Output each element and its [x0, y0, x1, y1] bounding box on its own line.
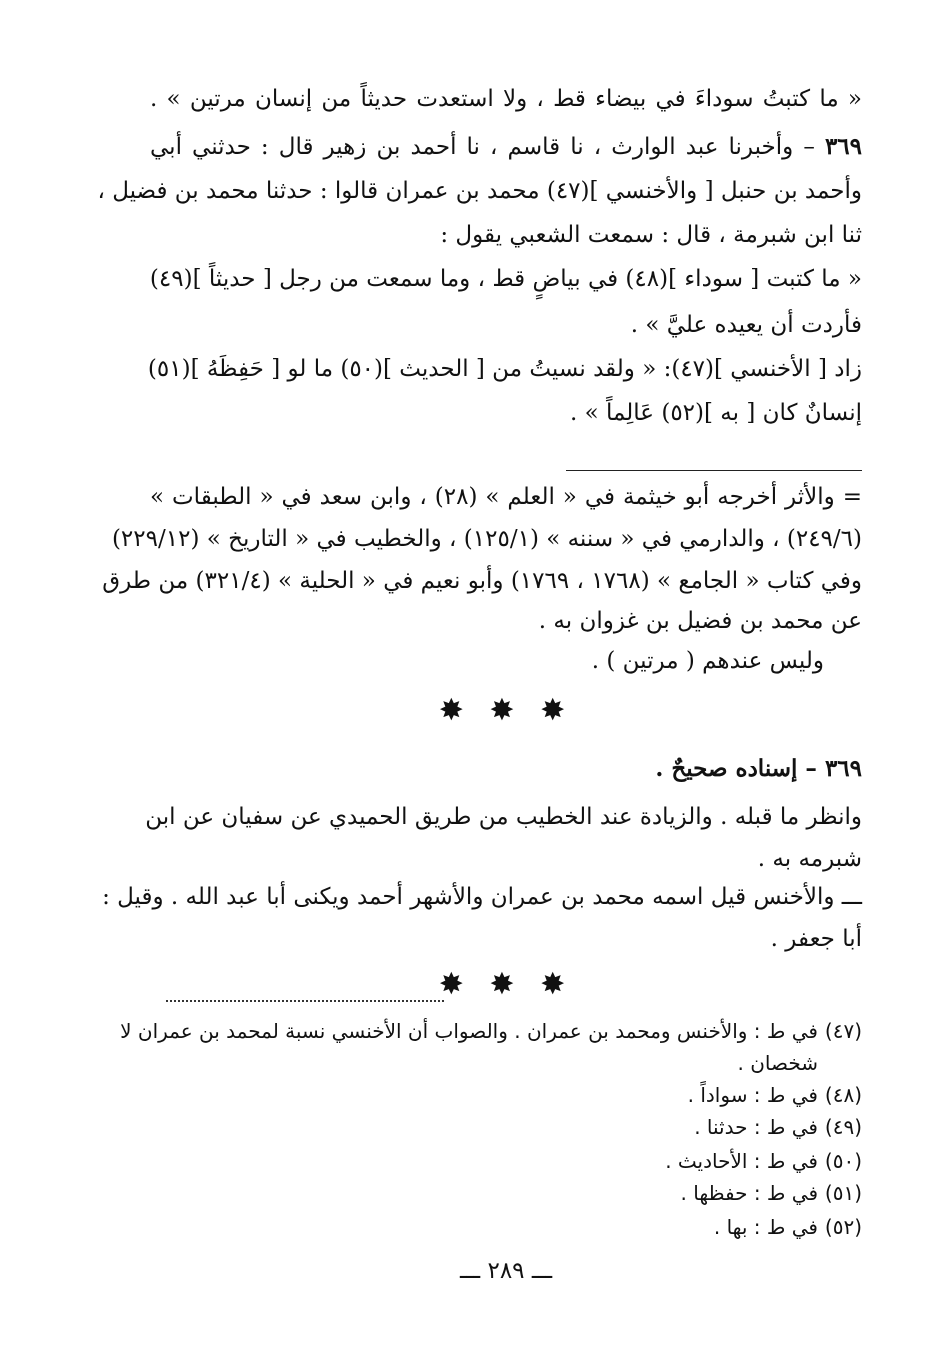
main-line-5: « ما كتبت [ سوداء ](٤٨) في بياضٍ قط ، وما سمعت من رجل [ حديثاً ](٤٩)	[149, 266, 862, 292]
footnote-text: في ط : والأخنس ومحمد بن عمران . والصواب أن الأخنسي نسبة لمحمد بن عمران لا	[120, 1019, 818, 1043]
main-line-3: وأحمد بن حنبل [ والأخنسي ](٤٧) محمد بن عمران قالوا : حدثنا محمد بن فضيل ،	[97, 178, 862, 204]
main-line-6: فأردت أن يعيده عليَّ » .	[630, 312, 862, 338]
footnote-number: (٥٠)	[824, 1149, 862, 1173]
commentary-heading-text: – إسناده صحيحٌ .	[655, 755, 825, 782]
footnote-text: في ط : سواداً .	[687, 1083, 818, 1107]
takhrij-line-1: = والأثر أخرجه أبو خيثمة في « العلم » (٢٨) ، وابن سعد في « الطبقات »	[150, 484, 862, 510]
footnote-52	[714, 1212, 862, 1242]
dotted-rule	[166, 1000, 444, 1002]
takhrij-line-4: عن محمد بن فضيل بن غزوان به .	[538, 608, 862, 634]
footnote-text: في ط : حفظها .	[680, 1181, 818, 1205]
stars-separator-2: ✸ ✸ ✸	[438, 967, 574, 1002]
footnote-number: (٥١)	[824, 1181, 862, 1205]
takhrij-line-2: (٢٤٩/٦) ، والدارمي في « سننه » (١٢٥/١) ، والخطيب في « التاريخ » (٢٢٩/١٢)	[111, 526, 862, 552]
commentary-line-1: وانظر ما قبله . والزيادة عند الخطيب من طريق الحميدي عن سفيان عن ابن	[145, 804, 862, 830]
footnote-number: (٤٩)	[824, 1115, 862, 1139]
takhrij-line-5: وليس عندهم ( مرتين ) .	[591, 648, 824, 674]
commentary-line-3: ـــ والأخنس قيل اسمه محمد بن عمران والأشهر أحمد ويكنى أبا عبد الله . وقيل :	[102, 884, 862, 910]
main-line-8: إنسانٌ كان [ به ](٥٢) عَالِماً » .	[569, 400, 862, 426]
footnote-text: في ط : الأحاديث .	[665, 1149, 818, 1173]
footnote-number: (٤٨)	[824, 1083, 862, 1107]
commentary-number: ٣٦٩	[824, 755, 862, 782]
commentary-line-2: شبرمه به .	[757, 846, 862, 872]
footnote-number: (٤٧)	[824, 1019, 862, 1043]
footnote-text: شخصان .	[737, 1051, 818, 1075]
footnote-rule	[566, 470, 862, 471]
footnote-text: في ط : بها .	[713, 1215, 818, 1239]
main-line-7: زاد [ الأخنسي ](٤٧): « ولقد نسيتُ من [ الحديث ](٥٠) ما لو [ حَفِظَهُ ](٥١)	[147, 356, 862, 382]
commentary-line-4: أبا جعفر .	[770, 926, 862, 952]
takhrij-line-3: وفي كتاب « الجامع » (١٧٦٨ ، ١٧٦٩) وأبو نعيم في « الحلية » (٣٢١/٤) من طرق	[102, 568, 862, 594]
footnote-51	[681, 1178, 862, 1208]
main-line-4: ثنا ابن شبرمة ، قال : سمعت الشعبي يقول :	[440, 222, 862, 248]
footnote-text: في ط : حدثنا .	[694, 1115, 818, 1139]
footnote-50	[665, 1146, 862, 1176]
footnote-48	[688, 1080, 862, 1110]
footnote-47-continued	[737, 1048, 818, 1078]
footnote-47	[120, 1016, 862, 1046]
stars-separator-1: ✸ ✸ ✸	[438, 693, 574, 728]
hadith-number: ٣٦٩	[824, 133, 862, 160]
main-line-2-text: – وأخبرنا عبد الوارث ، نا قاسم ، نا أحمد بن زهير قال : حدثني أبي	[150, 134, 825, 160]
main-line-1: « ما كتبتُ سوداءَ في بيضاء قط ، ولا استعدت حديثاً من إنسان مرتين » .	[150, 86, 862, 112]
commentary-heading	[655, 752, 862, 786]
page-number: ـــ ٢٨٩ ـــ	[459, 1258, 553, 1284]
main-line-2	[150, 130, 862, 164]
footnote-number: (٥٢)	[824, 1215, 862, 1239]
footnote-49	[694, 1112, 862, 1142]
